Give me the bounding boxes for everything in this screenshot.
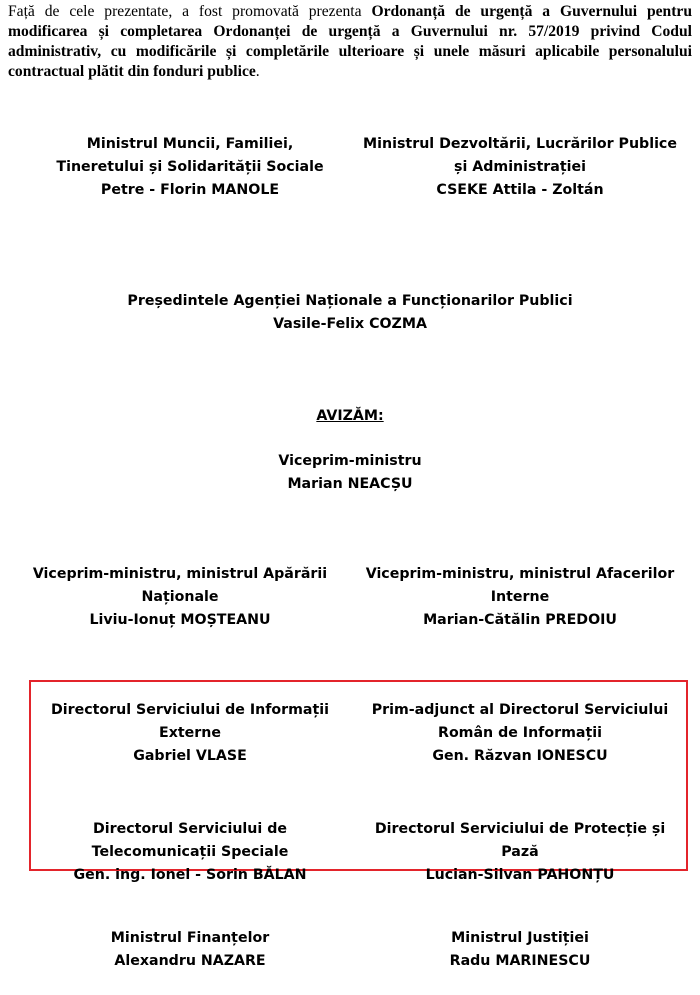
avizam-label: AVIZĂM: xyxy=(316,408,384,424)
signatory-name: Marian-Cătălin PREDOIU xyxy=(423,612,617,628)
signature-block-finante xyxy=(30,927,350,973)
intro-prefix: Față de cele prezentate, a fost promovată prezenta xyxy=(8,3,372,20)
title-line: Interne xyxy=(490,589,550,605)
title-line: Pază xyxy=(501,844,539,860)
title-line: Prim-adjunct al Directorul Serviciului xyxy=(371,702,669,718)
signatory-name: Alexandru NAZARE xyxy=(114,953,266,969)
title-line: Viceprim-ministru, ministrul Afacerilor xyxy=(365,566,675,582)
signatory-name: Gabriel VLASE xyxy=(133,748,247,764)
title-line: Directorul Serviciului de Informații xyxy=(50,702,330,718)
title-line: Viceprim-ministru xyxy=(278,453,422,469)
signature-block-sri xyxy=(355,699,685,768)
signatory-name: CSEKE Attila - Zoltán xyxy=(436,182,604,198)
signatory-name: Gen. Răzvan IONESCU xyxy=(432,748,608,764)
signatory-name: Lucian-Silvan PAHONȚU xyxy=(425,867,615,883)
signature-block-spp xyxy=(355,818,685,887)
title-line: Român de Informații xyxy=(438,725,602,741)
title-line: Ministrul Justiției xyxy=(451,930,589,946)
title-line: Directorul Serviciului de xyxy=(93,821,287,837)
title-line: Directorul Serviciului de Protecție și xyxy=(374,821,666,837)
signature-block-aparare xyxy=(10,563,350,632)
title-line: Tineretului și Solidarității Sociale xyxy=(56,159,324,175)
ordinance-title: Ordonanță de urgență a Guvernului pentru modificarea și completarea Ordonanței de urgență a Guvernului nr. 57/2019 privind Codul administrativ, cu modificările și completările ulterioare și unele măsuri aplicabile personalului contractual plătit din fonduri publice xyxy=(8,3,693,80)
title-line: Telecomunicații Speciale xyxy=(91,844,289,860)
intro-suffix: . xyxy=(255,63,260,80)
signature-block-dezvoltarii xyxy=(350,133,690,202)
avizam-heading xyxy=(200,405,500,428)
title-line: și Administrației xyxy=(454,159,586,175)
signature-block-justitie xyxy=(360,927,680,973)
signatory-name: Radu MARINESCU xyxy=(449,953,591,969)
intro-paragraph xyxy=(8,2,692,82)
signature-block-viceprim xyxy=(200,450,500,496)
signatory-name: Liviu-Ionuț MOȘTEANU xyxy=(89,612,271,628)
signatory-name: Vasile-Felix COZMA xyxy=(273,316,427,332)
title-line: Viceprim-ministru, ministrul Apărării xyxy=(32,566,328,582)
title-line: Externe xyxy=(159,725,221,741)
signatory-name: Marian NEACȘU xyxy=(287,476,413,492)
title-line: Ministrul Finanțelor xyxy=(110,930,270,946)
signature-block-sie xyxy=(30,699,350,768)
signatory-name: Petre - Florin MANOLE xyxy=(100,182,280,198)
signature-block-anfp xyxy=(50,290,650,336)
title-line: Ministrul Dezvoltării, Lucrărilor Publice xyxy=(363,136,677,152)
title-line: Președintele Agenției Naționale a Funcționarilor Publici xyxy=(127,293,573,309)
signatory-name: Gen. ing. Ionel - Sorin BĂLAN xyxy=(73,867,307,883)
signature-block-muncii xyxy=(20,133,360,202)
title-line: Naționale xyxy=(141,589,219,605)
title-line: Ministrul Muncii, Familiei, xyxy=(86,136,294,152)
signature-block-sts xyxy=(30,818,350,887)
signature-block-interne xyxy=(350,563,690,632)
